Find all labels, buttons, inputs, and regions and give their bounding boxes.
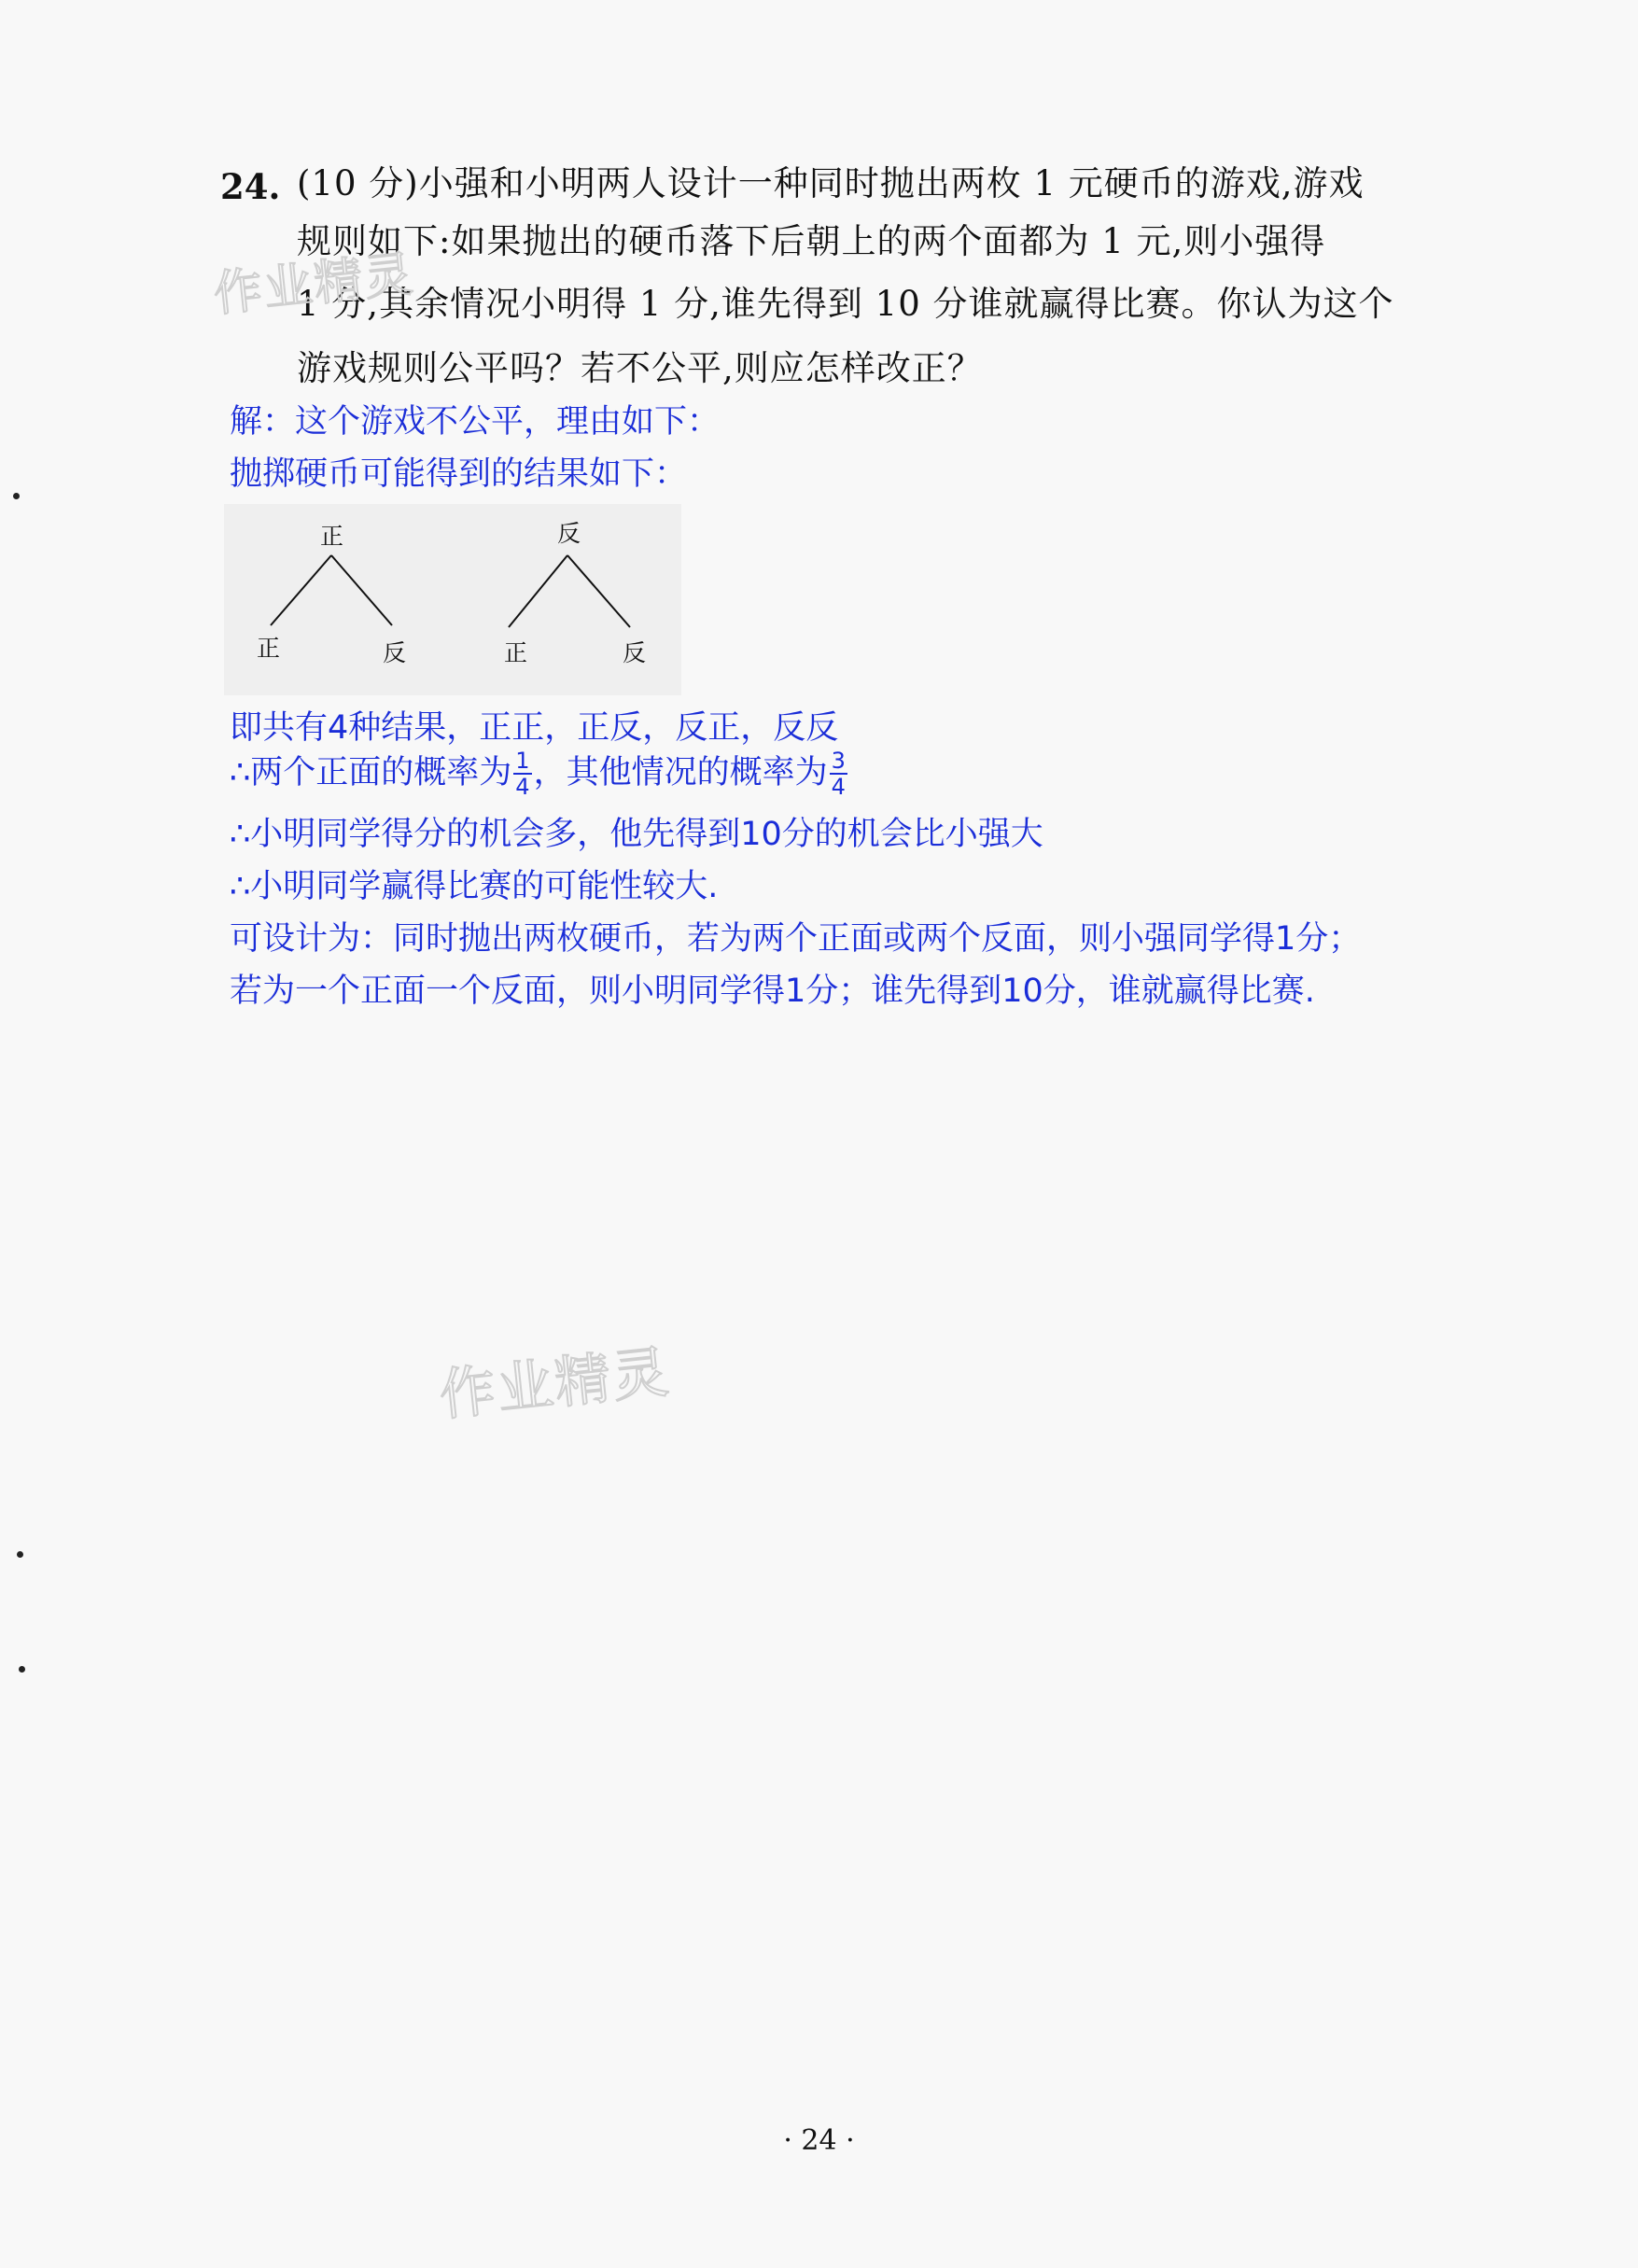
answer-line-3: 即共有4种结果，正正，正反，反正，反反 [230, 709, 839, 747]
question-number: 24. [220, 166, 281, 207]
fraction-numerator: 1 [515, 748, 530, 774]
tree-left-branch-1 [271, 555, 331, 625]
page-number: · 24 · [783, 2124, 855, 2157]
answer-line-5: ∴小明同学得分的机会多，他先得到10分的机会比小强大 [230, 816, 1043, 853]
answer-line-7: 可设计为：同时抛出两枚硬币，若为两个正面或两个反面，则小强同学得1分； [230, 920, 1362, 958]
tree-left-leaf-1: 正 [257, 635, 281, 662]
answer-line-4-a: ∴两个正面的概率为 [230, 754, 512, 791]
question-line-4: 游戏规则公平吗？若不公平,则应怎样改正？ [297, 348, 983, 388]
question-line-2: 规则如下:如果抛出的硬币落下后朝上的两个面都为 1 元,则小强得 [297, 221, 1326, 261]
tree-left-leaf-2: 反 [383, 639, 407, 666]
answer-line-2: 抛掷硬币可能得到的结果如下： [230, 455, 688, 493]
scan-speck [19, 1666, 25, 1673]
tree-right-leaf-1: 正 [504, 639, 528, 666]
answer-line-4 [230, 747, 849, 798]
fraction-denominator: 4 [515, 774, 530, 800]
answer-line-8: 若为一个正面一个反面，则小明同学得1分；谁先得到10分，谁就赢得比赛. [230, 973, 1315, 1010]
tree-left-branch-2 [331, 555, 392, 625]
fraction-denominator: 4 [831, 774, 846, 800]
tree-right-leaf-2: 反 [623, 639, 647, 666]
scan-speck [13, 493, 20, 499]
tree-right-root: 反 [557, 520, 581, 547]
scan-speck [17, 1551, 23, 1558]
question-line-1: (10 分)小强和小明两人设计一种同时抛出两枚 1 元硬币的游戏,游戏 [297, 163, 1365, 203]
watermark-top: 作业精灵 [211, 245, 418, 324]
answer-line-6: ∴小明同学赢得比赛的可能性较大. [230, 868, 719, 905]
answer-line-4-b: ，其他情况的概率为 [533, 754, 828, 791]
tree-left-root: 正 [320, 523, 344, 550]
fraction-numerator: 3 [831, 748, 846, 774]
fraction-three-quarters [830, 749, 847, 798]
tree-right-branch-1 [509, 555, 567, 627]
fraction-one-quarter [513, 749, 531, 798]
watermark-middle: 作业精灵 [436, 1339, 674, 1429]
question-line-3: 1 分,其余情况小明得 1 分,谁先得到 10 分谁就赢得比赛。你认为这个 [297, 284, 1394, 324]
probability-tree-diagram [224, 504, 681, 695]
tree-right-branch-2 [567, 555, 630, 627]
answer-line-1: 解：这个游戏不公平，理由如下： [230, 403, 721, 441]
tree-svg [224, 504, 681, 695]
